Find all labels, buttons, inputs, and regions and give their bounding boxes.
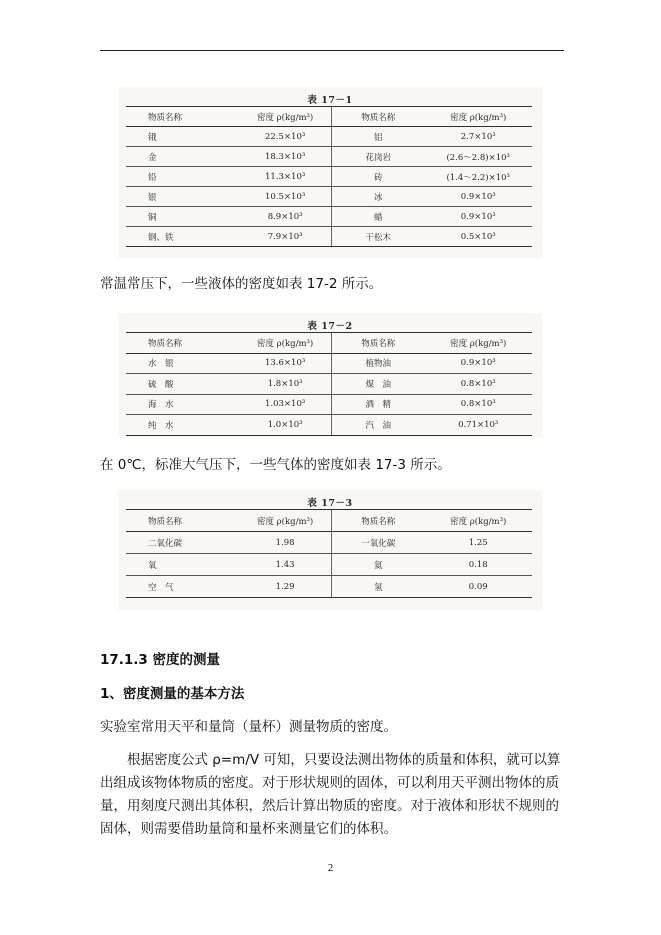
cell: 干松木: [332, 227, 425, 247]
intro-liquid-text: 常温常压下，一些液体的密度如表 17-2 所示。: [100, 276, 383, 292]
cell: 11.3×10³: [239, 167, 332, 187]
cell: 10.5×10³: [239, 187, 332, 207]
table-17-3-scan: [118, 490, 542, 610]
cell: 0.8×10³: [424, 374, 532, 395]
intro-gas-text: 在 0℃，标准大气压下，一些气体的密度如表 17-3 所示。: [100, 457, 451, 473]
cell: 0.8×10³: [424, 394, 532, 415]
cell: 水 银: [126, 353, 239, 374]
table-17-2-scan: [118, 313, 542, 437]
section-heading: 17.1.3 密度的测量: [100, 652, 221, 668]
table-row: [126, 554, 532, 576]
cell: 银: [126, 187, 239, 207]
column-header: 物质名称: [126, 333, 239, 354]
table-row: [126, 415, 532, 436]
cell: 铜: [126, 207, 239, 227]
column-header: 密度 ρ(kg/m³): [239, 510, 332, 532]
column-header: 密度 ρ(kg/m³): [239, 107, 332, 127]
table-caption: 表 17－3: [307, 498, 353, 509]
cell: 海 水: [126, 394, 239, 415]
paragraph: 实验室常用天平和量筒（量杯）测量物质的密度。: [100, 719, 397, 735]
table-row: [126, 227, 532, 247]
cell: 0.18: [424, 554, 532, 576]
cell: 二氧化碳: [126, 532, 239, 554]
cell: 氧: [126, 554, 239, 576]
cell: (2.6～2.8)×10³: [424, 147, 532, 167]
cell: 花岗岩: [332, 147, 425, 167]
cell: 1.29: [239, 576, 332, 598]
header-rule: [100, 50, 564, 51]
cell: 1.25: [424, 532, 532, 554]
page-number: 2: [327, 862, 334, 874]
cell: 空 气: [126, 576, 239, 598]
table-row: [126, 207, 532, 227]
paragraph: 根据密度公式 ρ=m/V 可知，只要设法测出物体的质量和体积，就可以算出组成该物体物质的密度。对于形状规则的固体，可以利用天平测出物体的质量，用刻度尺测出其体积，然后计算出物质的密度。对于液体和形状不规则的固体，则需要借助量筒和量杯来测量它们的体积。: [100, 752, 561, 837]
cell: (1.4～2.2)×10³: [424, 167, 532, 187]
cell: 8.9×10³: [239, 207, 332, 227]
cell: 锇: [126, 127, 239, 147]
column-header: 密度 ρ(kg/m³): [424, 333, 532, 354]
table-row: [126, 167, 532, 187]
column-header: 物质名称: [126, 510, 239, 532]
table-row: [126, 147, 532, 167]
cell: 13.6×10³: [239, 353, 332, 374]
table-row: [126, 532, 532, 554]
density-table-liquids: [126, 332, 532, 436]
table-caption: 表 17－1: [307, 95, 353, 106]
subsection-heading: 1、密度测量的基本方法: [100, 686, 245, 702]
table-row: [126, 187, 532, 207]
cell: 18.3×10³: [239, 147, 332, 167]
cell: 植物油: [332, 353, 425, 374]
column-header: 物质名称: [332, 510, 425, 532]
column-header: 密度 ρ(kg/m³): [239, 333, 332, 354]
cell: 一氧化碳: [332, 532, 425, 554]
cell: 酒 精: [332, 394, 425, 415]
cell: 钢、铁: [126, 227, 239, 247]
cell: 铅: [126, 167, 239, 187]
cell: 22.5×10³: [239, 127, 332, 147]
table-row: [126, 127, 532, 147]
cell: 硫 酸: [126, 374, 239, 395]
cell: 1.98: [239, 532, 332, 554]
cell: 氢: [332, 576, 425, 598]
table-row: [126, 394, 532, 415]
cell: 1.8×10³: [239, 374, 332, 395]
cell: 0.71×10³: [424, 415, 532, 436]
density-table-solids: [126, 106, 532, 247]
cell: 氦: [332, 554, 425, 576]
cell: 7.9×10³: [239, 227, 332, 247]
cell: 1.03×10³: [239, 394, 332, 415]
cell: 蜡: [332, 207, 425, 227]
cell: 0.9×10³: [424, 187, 532, 207]
cell: 1.43: [239, 554, 332, 576]
table-17-1-scan: [118, 87, 542, 258]
cell: 0.09: [424, 576, 532, 598]
table-row: [126, 353, 532, 374]
density-table-gases: [126, 509, 532, 598]
cell: 煤 油: [332, 374, 425, 395]
cell: 1.0×10³: [239, 415, 332, 436]
cell: 纯 水: [126, 415, 239, 436]
column-header: 密度 ρ(kg/m³): [424, 107, 532, 127]
column-header: 物质名称: [332, 107, 425, 127]
column-header: 物质名称: [332, 333, 425, 354]
cell: 砖: [332, 167, 425, 187]
cell: 0.9×10³: [424, 353, 532, 374]
cell: 汽 油: [332, 415, 425, 436]
cell: 0.5×10³: [424, 227, 532, 247]
table-caption: 表 17－2: [307, 321, 353, 332]
cell: 金: [126, 147, 239, 167]
cell: 0.9×10³: [424, 207, 532, 227]
cell: 铝: [332, 127, 425, 147]
column-header: 密度 ρ(kg/m³): [424, 510, 532, 532]
table-row: [126, 576, 532, 598]
cell: 2.7×10³: [424, 127, 532, 147]
column-header: 物质名称: [126, 107, 239, 127]
cell: 冰: [332, 187, 425, 207]
table-row: [126, 374, 532, 395]
